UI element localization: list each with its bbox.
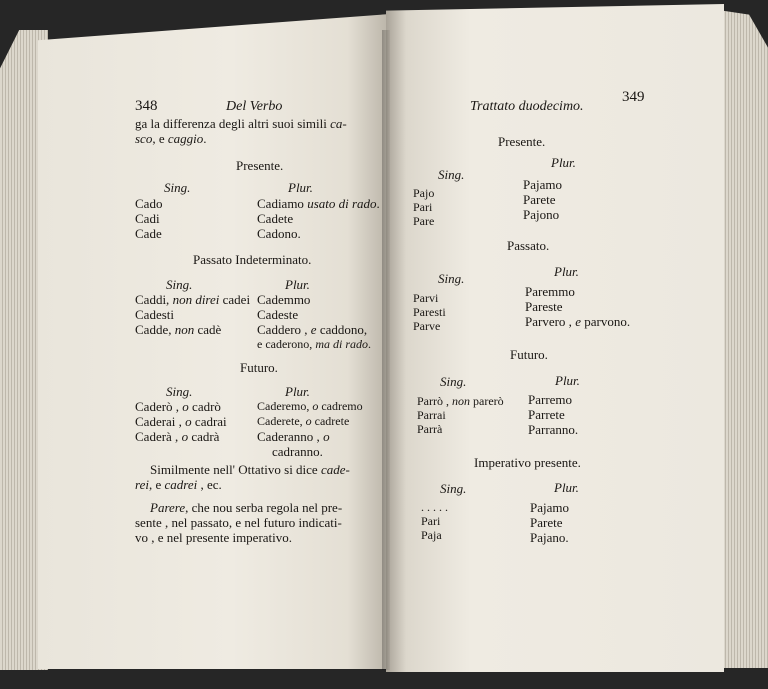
sing-label: Sing. [438, 167, 465, 182]
intro-line-2: sco, e caggio. [135, 131, 207, 146]
plur-form: Parranno. [528, 422, 579, 437]
heading-imperativo-right: Imperativo presente. [474, 455, 581, 470]
plur-form: Caddero , e caddono, [257, 322, 368, 337]
heading-futuro-left: Futuro. [240, 360, 278, 375]
plur-label: Plur. [554, 264, 579, 279]
plur-form: Caderete, o cadrete [257, 414, 350, 428]
parere-line-1: Parere, che nou serba regola nel pre- [150, 500, 343, 515]
sing-form: Parve [413, 319, 441, 333]
sing-form: Cado [135, 196, 163, 211]
sing-form: Cadi [135, 211, 160, 226]
sing-label: Sing. [166, 384, 193, 399]
plur-form: Parete [530, 515, 563, 530]
plur-form: Pajano. [530, 530, 569, 545]
sing-form: Parrò , non parerò [417, 394, 504, 408]
parere-line-3: vo , e nel presente imperativo. [135, 530, 293, 545]
page-number-left: 348 [135, 98, 158, 114]
sing-form: Paja [421, 528, 442, 542]
plur-form: Pajamo [523, 177, 562, 192]
sing-form: Pare [413, 214, 435, 228]
plur-form: Cademmo [257, 292, 311, 307]
plur-form: cadranno. [272, 444, 323, 459]
plur-form: Paremmo [525, 284, 575, 299]
plur-form: Cadete [257, 211, 294, 226]
plur-form: Pajono [523, 207, 560, 222]
plur-label: Plur. [288, 180, 313, 195]
plur-form: Cadiamo usato di rado. [257, 196, 380, 211]
sing-form: Pari [413, 200, 433, 214]
plur-form: Cadeste [257, 307, 299, 322]
sing-label: Sing. [440, 481, 467, 496]
parere-line-2: sente , nel passato, e nel futuro indicati- [135, 515, 342, 530]
similmente-line-1: Similmente nell' Ottativo si dice cade- [150, 462, 350, 477]
heading-presente-left: Presente. [236, 158, 284, 173]
plur-label: Plur. [285, 277, 310, 292]
running-head-right: Trattato duodecimo. [470, 99, 584, 114]
sing-form: Parvi [413, 291, 439, 305]
sing-label: Sing. [438, 271, 465, 286]
sing-label: Sing. [166, 277, 193, 292]
sing-form: Cadesti [135, 307, 174, 322]
plur-label: Plur. [285, 384, 310, 399]
sing-form: Cadde, non cadè [135, 322, 222, 337]
plur-form: Pajamo [530, 500, 569, 515]
plur-form: e caderono, ma di rado. [257, 337, 371, 351]
intro-line-1: ga la differenza degli altri suoi simili ca- [135, 116, 347, 131]
similmente-line-2: rei, e cadrei , ec. [135, 477, 222, 492]
sing-form: Caderà , o cadrà [135, 429, 220, 444]
plur-form: Cadono. [257, 226, 301, 241]
sing-form: Caderai , o cadrai [135, 414, 227, 429]
running-head-left: Del Verbo [226, 99, 283, 114]
page-number-right: 349 [622, 89, 645, 105]
plur-form: Parrete [528, 407, 565, 422]
plur-label: Plur. [551, 155, 576, 170]
plur-form: Parremo [528, 392, 573, 407]
plur-form: Caderanno , o [257, 429, 330, 444]
heading-futuro-right: Futuro. [510, 347, 548, 362]
sing-form: . . . . . [421, 500, 448, 514]
plur-form: Pareste [525, 299, 563, 314]
sing-form: Paresti [413, 305, 446, 319]
sing-form: Caderò , o cadrò [135, 399, 221, 414]
plur-label: Plur. [555, 373, 580, 388]
sing-form: Pari [421, 514, 441, 528]
sing-form: Pajo [413, 186, 435, 200]
heading-presente-right: Presente. [498, 134, 546, 149]
sing-form: Caddi, non direi cadei [135, 292, 251, 307]
sing-label: Sing. [164, 180, 191, 195]
sing-form: Parrai [417, 408, 446, 422]
plur-label: Plur. [554, 480, 579, 495]
heading-passato-left: Passato Indeterminato. [193, 252, 312, 267]
sing-form: Cade [135, 226, 162, 241]
sing-label: Sing. [440, 374, 467, 389]
sing-form: Parrà [417, 422, 443, 436]
plur-form: Parvero , e parvono. [525, 314, 631, 329]
plur-form: Parete [523, 192, 556, 207]
heading-passato-right: Passato. [507, 238, 550, 253]
book-gutter [382, 30, 390, 670]
plur-form: Caderemo, o cadremo [257, 399, 363, 413]
